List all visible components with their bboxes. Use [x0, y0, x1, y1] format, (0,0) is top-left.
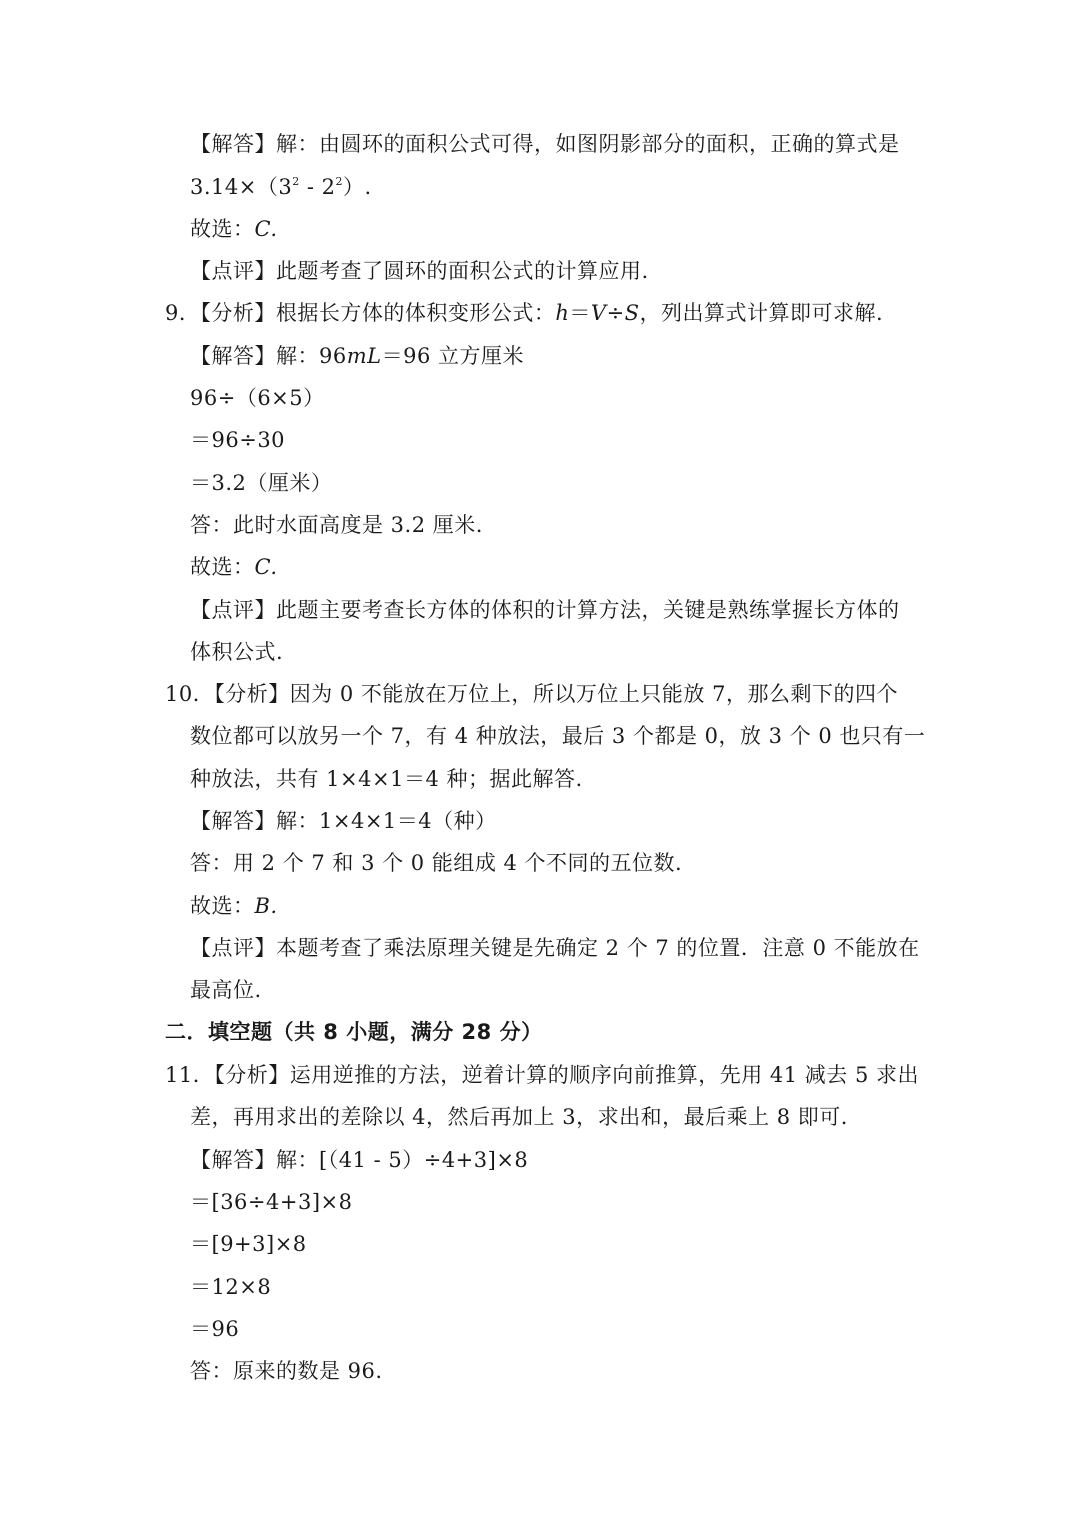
- var-s: S: [624, 301, 640, 325]
- choice-value: C.: [254, 217, 278, 241]
- comment-line: 【点评】此题主要考查长方体的体积的计算方法，关键是熟练掌握长方体的: [190, 598, 900, 622]
- choice-line: [190, 553, 278, 581]
- analysis-line: 11．【分析】运用逆推的方法，逆着计算的顺序向前推算，先用 41 减去 5 求出: [165, 1063, 920, 1087]
- calc-line: ＝12×8: [190, 1275, 272, 1299]
- result-line: 答：原来的数是 96.: [190, 1359, 383, 1383]
- formula-part: 3.14×（3: [190, 175, 293, 199]
- calc-line: ＝[9+3]×8: [190, 1232, 307, 1256]
- formula-part: - 2: [299, 175, 336, 199]
- choice-value: C.: [254, 555, 278, 579]
- answer-line: 【解答】解：[（41 - 5）÷4+3]×8: [190, 1148, 529, 1172]
- comment-line: 最高位.: [190, 978, 262, 1002]
- choice-label: 故选：: [190, 555, 255, 579]
- comment-line: 体积公式.: [190, 640, 284, 664]
- choice-label: 故选：: [190, 894, 255, 918]
- var-v: V: [590, 301, 607, 325]
- analysis-line: 10．【分析】因为 0 不能放在万位上，所以万位上只能放 7，那么剩下的四个: [165, 682, 898, 706]
- analysis-line: [165, 299, 883, 327]
- section-heading: 二．填空题（共 8 小题，满分 28 分）: [165, 1020, 543, 1044]
- comment-line: 【点评】此题考查了圆环的面积公式的计算应用.: [190, 259, 649, 283]
- calc-line: ＝96: [190, 1317, 240, 1341]
- result-line: 答：用 2 个 7 和 3 个 0 能组成 4 个不同的五位数.: [190, 851, 683, 875]
- formula-line: [190, 173, 372, 201]
- analysis-text: ，列出算式计算即可求解.: [639, 301, 884, 325]
- comment-line: 【点评】本题考查了乘法原理关键是先确定 2 个 7 的位置．注意 0 不能放在: [190, 936, 920, 960]
- answer-line: 【解答】解：1×4×1＝4（种）: [190, 809, 497, 833]
- analysis-line: 种放法，共有 1×4×1＝4 种；据此解答.: [190, 767, 583, 791]
- calc-line: ＝96÷30: [190, 428, 286, 452]
- choice-line: [190, 892, 278, 920]
- equals: ＝: [569, 301, 591, 325]
- exponent: 2: [292, 175, 300, 188]
- divide: ÷: [606, 301, 625, 325]
- answer-line: [190, 342, 524, 370]
- formula-part: ）.: [343, 175, 372, 199]
- exponent: 2: [335, 175, 344, 188]
- choice-value: B.: [254, 894, 278, 918]
- analysis-text: 9．【分析】根据长方体的体积变形公式：: [165, 301, 556, 325]
- result-line: 答：此时水面高度是 3.2 厘米.: [190, 513, 483, 537]
- analysis-line: 差，再用求出的差除以 4，然后再加上 3，求出和，最后乘上 8 即可.: [190, 1105, 848, 1129]
- calc-line: ＝3.2（厘米）: [190, 471, 333, 495]
- choice-line: [190, 215, 278, 243]
- answer-text: ＝96 立方厘米: [381, 344, 524, 368]
- answer-text: 【解答】解：96: [190, 344, 347, 368]
- choice-label: 故选：: [190, 217, 255, 241]
- answer-line: 【解答】解：由圆环的面积公式可得，如图阴影部分的面积，正确的算式是: [190, 132, 900, 156]
- unit-ml: mL: [346, 344, 382, 368]
- var-h: h: [555, 301, 570, 325]
- calc-line: 96÷（6×5）: [190, 386, 325, 410]
- analysis-line: 数位都可以放另一个 7，有 4 种放法，最后 3 个都是 0，放 3 个 0 也只有一: [190, 724, 926, 748]
- calc-line: ＝[36÷4+3]×8: [190, 1190, 353, 1214]
